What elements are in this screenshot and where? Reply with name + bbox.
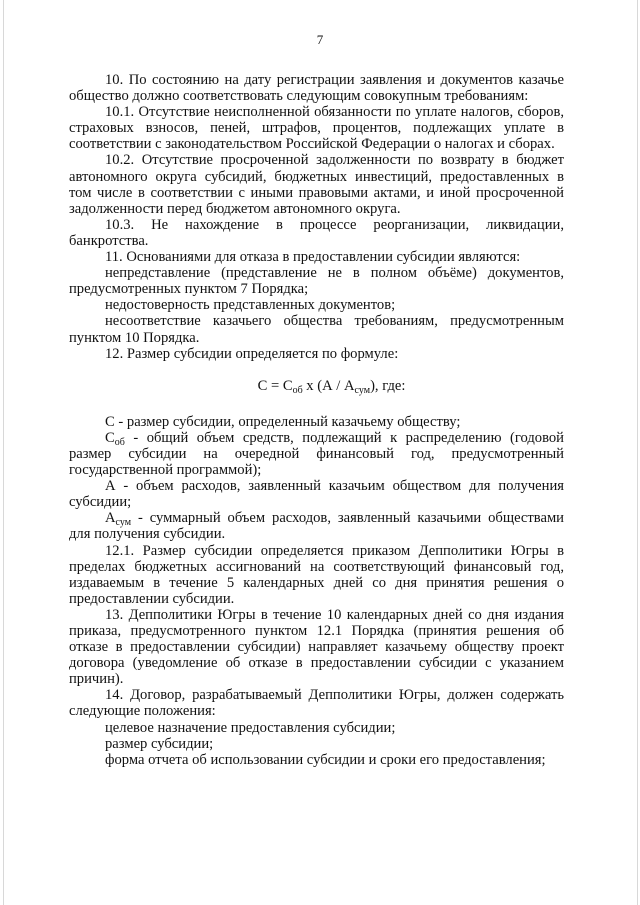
list-item-inaccuracy: недостоверность представленных документов;	[105, 297, 396, 314]
paragraph-14: 14. Договор, разрабатываемый Депполитики Югры, должен содержать следующие положения:	[69, 687, 564, 720]
scan-edge-left	[3, 0, 4, 905]
paragraph-12-1: 12.1. Размер субсидии определяется приказом Депполитики Югры в пределах бюджетных ассигнований на соответствующий финансовый год, издаваемым в течение 5 календарных дней со дня принятия решения о предоставлении субсидии.	[69, 542, 564, 607]
definition-c: С - размер субсидии, определенный казачьему обществу;	[105, 413, 461, 430]
paragraph-11: 11. Основаниями для отказа в предоставлении субсидии являются:	[105, 249, 521, 266]
paragraph-10: 10. По состоянию на дату регистрации заявления и документов казачье общество должно соответствовать следующим совокупным требованиям:	[69, 72, 564, 105]
list-item-noncompliance: несоответствие казачьего общества требованиям, предусмотренным пунктом 10 Порядка.	[69, 313, 564, 346]
paragraph-10-1: 10.1. Отсутствие неисполненной обязанности по уплате налогов, сборов, страховых взносов, пеней, штрафов, процентов, подлежащих уплате в соответствии с законодательством Российской Федерации о налогах и сборах.	[69, 104, 564, 153]
paragraph-10-3: 10.3. Не нахождение в процессе реорганизации, ликвидации, банкротства.	[69, 216, 564, 249]
page-number: 7	[316, 32, 324, 47]
list-item-amount: размер субсидии;	[105, 735, 214, 752]
definition-c-ob: $С_{об}$ - общий объем средств, подлежащий к распределению (годовой размер субсидии на очередной финансовый год, предусмотренный государственной программой);	[69, 429, 564, 479]
paragraph-12: 12. Размер субсидии определяется по формуле:	[105, 345, 399, 362]
scan-edge-right	[637, 0, 638, 905]
list-item-nonsubmission: непредставление (представление не в полном объёме) документов, предусмотренных пунктом 7 Порядка;	[69, 265, 564, 298]
definition-a-sum: $А_{сум}$ - суммарный объем расходов, заявленный казачьими обществами для получения субсидии.	[69, 510, 564, 543]
definition-a: А - объем расходов, заявленный казачьим обществом для получения субсидии;	[69, 478, 564, 511]
list-item-report-form: форма отчета об использовании субсидии и сроки его предоставления;	[105, 751, 546, 768]
subsidy-formula: $С = С_{об}$ х $(А / А_{сум})$, где:	[257, 377, 406, 396]
paragraph-13: 13. Депполитики Югры в течение 10 календарных дней со дня издания приказа, предусмотренного пунктом 12.1 Порядка (принятия решения об отказе в предоставлении субсидии) направляет казачьему обществу проект договора (уведомление об отказе в предоставлении субсидии с указанием причин).	[69, 606, 564, 688]
document-body	[69, 72, 564, 768]
paragraph-10-2: 10.2. Отсутствие просроченной задолженности по возврату в бюджет автономного округа субсидий, бюджетных инвестиций, предоставленных в том числе в соответствии с иными правовыми актами, и иной просроченной задолженности перед бюджетом автономного округа.	[69, 152, 564, 217]
list-item-purpose: целевое назначение предоставления субсидии;	[105, 719, 396, 736]
